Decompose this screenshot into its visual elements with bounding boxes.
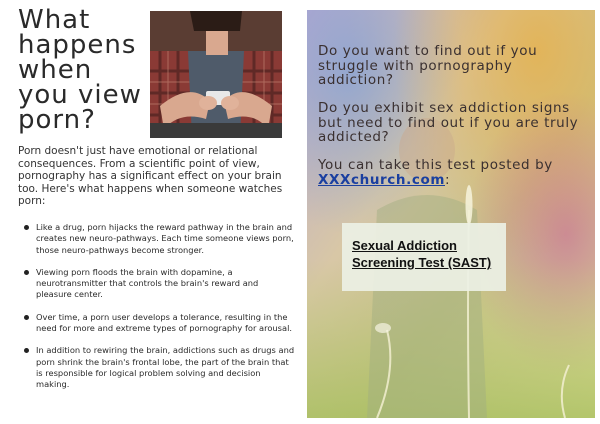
title-line: porn? xyxy=(18,105,96,135)
bullet-icon xyxy=(24,348,29,353)
list-item-text: Like a drug, porn hijacks the reward pathway in the brain and creates new neuro-pathways. Each time someone views porn, those neuro-pathways become stronger. xyxy=(36,222,294,255)
intro-paragraph: Porn doesn't just have emotional or relational consequences. From a scientific point of view, pornography has a significant effect on your brain too. Here's what happens when someone watches porn: xyxy=(18,145,283,207)
bullet-icon xyxy=(24,315,29,320)
list-item xyxy=(18,312,296,335)
list-item xyxy=(18,267,296,301)
sast-test-button[interactable] xyxy=(342,223,506,291)
bullet-icon xyxy=(24,225,29,230)
list-item-text: Viewing porn floods the brain with dopamine, a neurotransmitter that controls the brain's reward and pleasure center. xyxy=(36,266,259,300)
question-addiction-signs: Do you exhibit sex addiction signs but need to find out if you are truly addicted? xyxy=(318,100,579,145)
test-source-suffix: : xyxy=(445,171,451,188)
phone-user-photo xyxy=(150,11,282,138)
right-panel xyxy=(307,10,595,418)
list-item xyxy=(18,345,296,390)
test-source-prefix: You can take this test posted by xyxy=(318,157,553,173)
title-line: happens xyxy=(18,30,137,60)
effects-list xyxy=(18,222,296,402)
question-struggle: Do you want to find out if you struggle with pornography addiction? xyxy=(318,43,538,88)
xxxchurch-link[interactable]: XXXchurch.com xyxy=(318,171,445,188)
bullet-icon xyxy=(24,270,29,275)
sast-test-label[interactable]: Sexual Addiction Screening Test (SAST) xyxy=(352,238,492,270)
title-line: when xyxy=(18,55,93,85)
title-line: What xyxy=(18,5,91,35)
list-item-text: Over time, a porn user develops a tolerance, resulting in the need for more and extreme types of pornography for arousal. xyxy=(36,311,293,334)
test-source-line xyxy=(318,158,588,187)
page-title xyxy=(18,5,153,135)
list-item xyxy=(18,222,296,256)
title-line: you view xyxy=(18,80,142,110)
list-item-text: In addition to rewiring the brain, addictions such as drugs and porn shrink the brain's frontal lobe, the part of the brain that is responsible for logical problem solving and decision making. xyxy=(36,345,295,390)
